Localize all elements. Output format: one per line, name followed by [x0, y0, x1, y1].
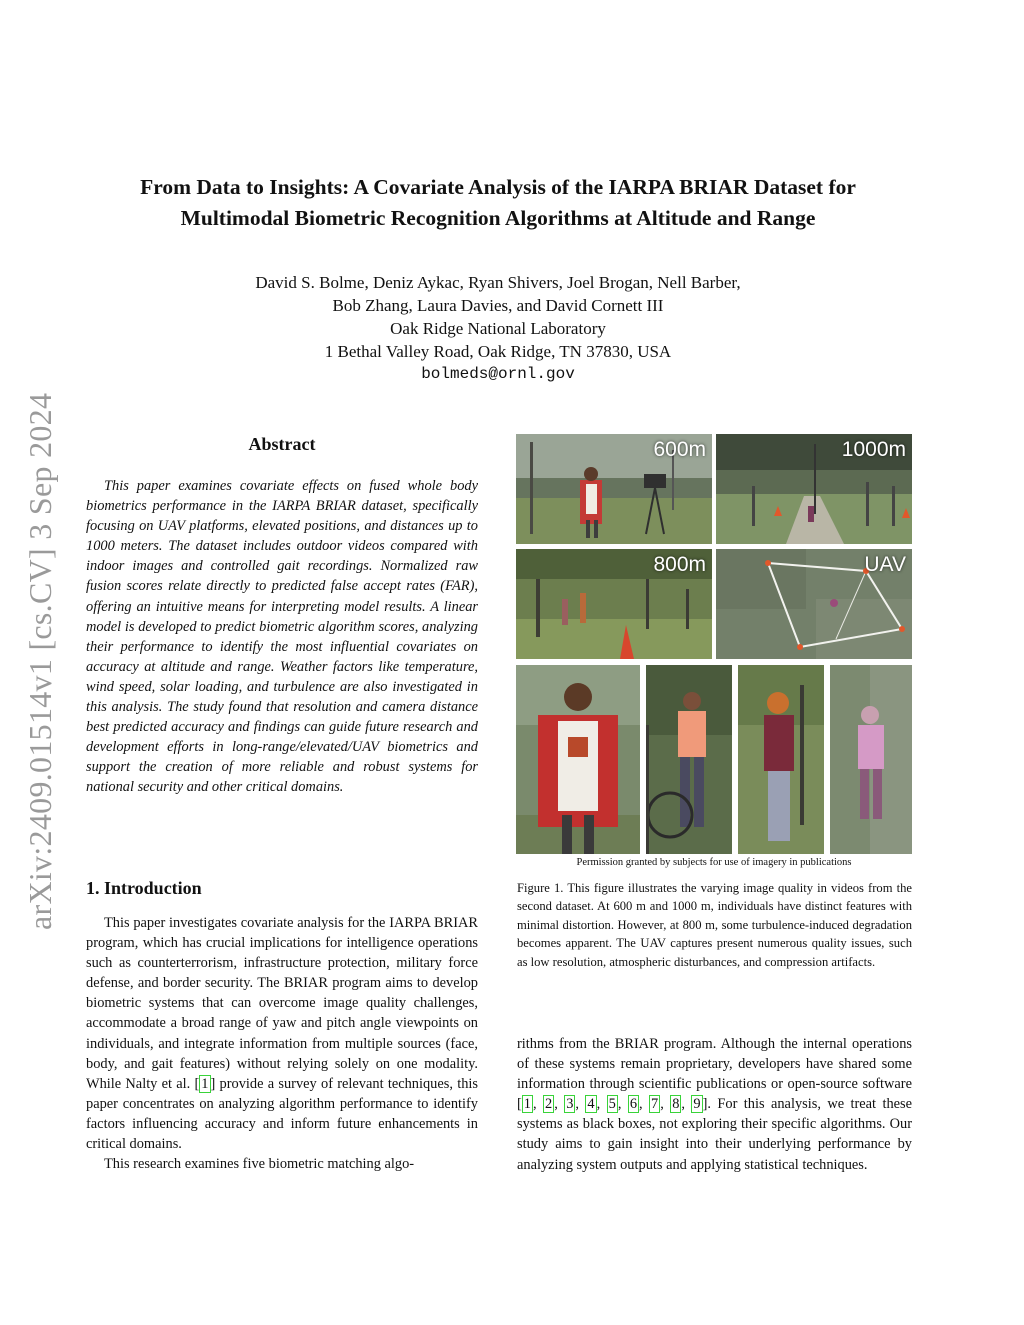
label-800m: 800m [653, 553, 706, 576]
address: 1 Bethal Valley Road, Oak Ridge, TN 37830, USA [324, 342, 672, 361]
photo-crop-800m [738, 665, 824, 854]
citation-link[interactable]: 4 [587, 1096, 595, 1113]
photo-600m [516, 434, 712, 544]
intro-paragraph-2: This research examines five biometric matching algo- [104, 1156, 415, 1173]
label-600m: 600m [653, 438, 706, 461]
arxiv-stamp: arXiv:2409.01514v1 [cs.CV] 3 Sep 2024 [22, 392, 58, 930]
citation-link[interactable]: 9 [693, 1096, 701, 1113]
email[interactable]: bolmeds@ornl.gov [421, 365, 575, 383]
abstract-text: This paper examines covariate effects on fused whole body biometrics performance in the IARPA BRIAR dataset, specifically focusing on UAV platforms, elevated positions, and distances up to 1000 meters. The dataset includes outdoor videos compared with indoor images and controlled gait recordings. Normalized raw fusion scores relate directly to predicted false accept rates (FAR), offering an intuitive means for interpreting model results. A linear model is developed to predict biometric algorithm scores, analyzing their performance to identify the most influential covariates on accuracy at altitude and range. Weather factors like temperature, wind speed, solar loading, and turbulence are also investigated in this analysis. The study found that resolution and camera distance best predicted accuracy and findings can guide future research and development efforts in long-range/elevated/UAV biometrics and support the creation of more reliable and robust systems for national security and other critical domains. [86, 478, 478, 796]
affiliation: Oak Ridge National Laboratory [390, 319, 606, 338]
citation-link[interactable]: 7 [651, 1096, 659, 1113]
citation-link[interactable]: 1 [523, 1096, 531, 1113]
authors-line-1: David S. Bolme, Deniz Aykac, Ryan Shivers, Joel Brogan, Nell Barber, [255, 273, 741, 292]
citation-link[interactable]: 6 [629, 1096, 638, 1113]
photo-crop-1000m [646, 665, 732, 854]
citation-link[interactable]: 3 [566, 1096, 574, 1113]
photo-1000m [716, 434, 912, 544]
intro-paragraph-1: This paper investigates covariate analysis for the IARPA BRIAR program, which has crucial implications for intelligence operations such as counterterrorism, infrastructure protection, military force defense, and border security. The BRIAR program aims to develop biometric systems that can overcome image quality challenges, accommodate a broad range of yaw and pitch angle viewpoints on individuals, and integrate information from multiple sources (face, body, and gait features) without relying solely on one modality. While Nalty et al. [ 1 ] provide a survey of relevant techniques, this paper concentrates on analyzing algorithm performance to identify factors influencing accuracy and inform future enhancements in critical domains. [86, 915, 478, 1153]
citation-link[interactable]: 2 [545, 1096, 553, 1113]
citation-link[interactable]: 8 [672, 1096, 680, 1113]
citation-link[interactable]: 5 [608, 1096, 616, 1113]
title-line-2: Multimodal Biometric Recognition Algorithms at Altitude and Range [180, 206, 816, 230]
photo-crop-600m [516, 665, 640, 854]
label-uav: UAV [864, 553, 906, 576]
introduction-body [86, 913, 478, 1174]
title-line-1: From Data to Insights: A Covariate Analysis of the IARPA BRIAR Dataset for [140, 175, 856, 199]
authors-line-2: Bob Zhang, Laura Davies, and David Cornett III [332, 296, 664, 315]
citation-link[interactable]: 1 [201, 1075, 209, 1092]
photo-crop-uav [830, 665, 912, 854]
abstract-heading: Abstract [248, 434, 316, 454]
photo-800m [516, 549, 712, 659]
paper-title [60, 172, 936, 234]
introduction-heading: 1. Introduction [86, 878, 202, 898]
label-1000m: 1000m [841, 438, 906, 461]
figure-1 [516, 434, 912, 854]
photo-uav [716, 549, 912, 659]
intro-continuation: rithms from the BRIAR program. Although the internal operations of these systems remain proprietary, developers have shared some information through scientific publications or open-source software [ 1 , 2 , 3 , 4 , 5 , 6 , 7 , 8 , 9 ]. For this analysis, we treat these systems as black boxes, not exploring their specific algorithms. Our study aims to gain insight into their underlying performance by analyzing system outputs and applying statistical techniques. [517, 1036, 913, 1173]
figure-1-caption: Figure 1. This figure illustrates the varying image quality in videos from the second dataset. At 600 m and 1000 m, individuals have distinct features with minimal distortion. However, at 800 m, some turbulence-induced degradation becomes apparent. The UAV captures present numerous quality issues, such as low resolution, atmospheric disturbances, and compression artifacts. [517, 881, 912, 969]
author-block [160, 271, 836, 386]
figure-permission-note: Permission granted by subjects for use of imagery in publications [576, 857, 852, 868]
